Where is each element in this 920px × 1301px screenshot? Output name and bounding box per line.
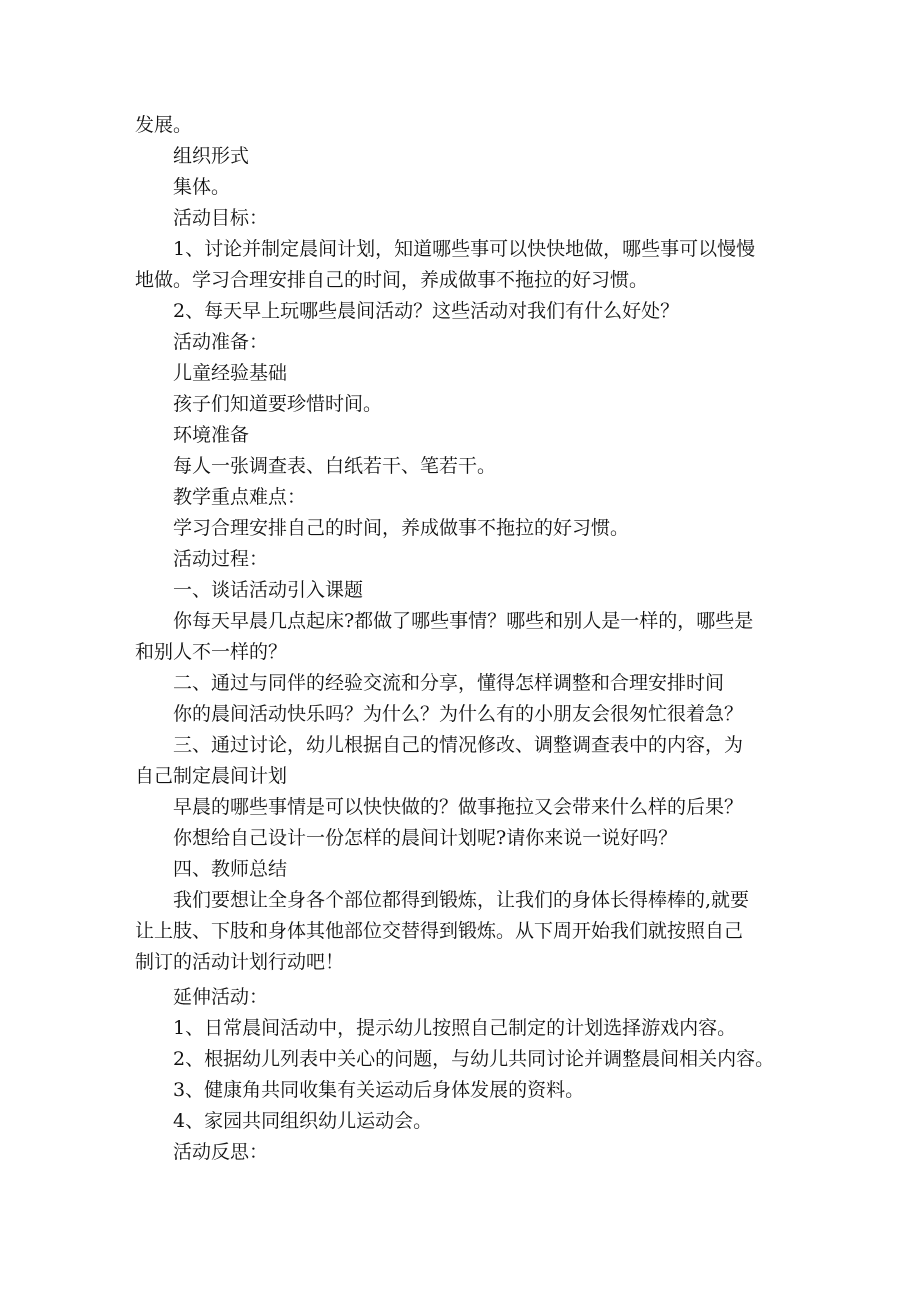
text-line: 每人一张调查表、白纸若干、笔若干。 bbox=[173, 455, 497, 477]
text-line: 你的晨间活动快乐吗？为什么？为什么有的小朋友会很匆忙很着急？ bbox=[173, 703, 744, 725]
text-line: 发展。 bbox=[135, 114, 193, 136]
text-line: 4、家园共同组织幼儿运动会。 bbox=[173, 1110, 433, 1132]
text-line: 学习合理安排自己的时间，养成做事不拖拉的好习惯。 bbox=[173, 517, 630, 539]
section-heading: 延伸活动： bbox=[173, 986, 269, 1008]
text-line: 我们要想让全身各个部位都得到锻炼，让我们的身体长得棒棒的,就要 bbox=[173, 889, 750, 911]
text-line: 早晨的哪些事情是可以快快做的？做事拖拉又会带来什么样的后果？ bbox=[173, 796, 744, 818]
section-heading: 一、谈话活动引入课题 bbox=[173, 579, 364, 601]
text-line: 集体。 bbox=[173, 176, 231, 198]
section-heading: 教学重点难点： bbox=[173, 486, 307, 508]
text-line: 地做。学习合理安排自己的时间，养成做事不拖拉的好习惯。 bbox=[135, 269, 649, 291]
text-line: 你每天早晨几点起床?都做了哪些事情？哪些和别人是一样的，哪些是 bbox=[173, 610, 754, 632]
text-line: 2、每天早上玩哪些晨间活动？这些活动对我们有什么好处？ bbox=[173, 300, 680, 322]
section-heading: 环境准备 bbox=[173, 424, 250, 446]
text-line: 让上肢、下肢和身体其他部位交替得到锻炼。从下周开始我们就按照自己 bbox=[135, 920, 744, 942]
text-line: 孩子们知道要珍惜时间。 bbox=[173, 393, 383, 415]
section-heading: 儿童经验基础 bbox=[173, 362, 288, 384]
section-heading: 活动过程： bbox=[173, 548, 269, 570]
text-line: 自己制定晨间计划 bbox=[135, 765, 288, 787]
text-line: 制订的活动计划行动吧！ bbox=[135, 951, 345, 973]
text-line: 3、健康角共同收集有关运动后身体发展的资料。 bbox=[173, 1079, 585, 1101]
section-heading: 活动准备： bbox=[173, 331, 269, 353]
section-heading: 三、通过讨论，幼儿根据自己的情况修改、调整调查表中的内容，为 bbox=[173, 734, 744, 756]
text-line: 你想给自己设计一份怎样的晨间计划呢?请你来说一说好吗？ bbox=[173, 827, 678, 849]
text-line: 2、根据幼儿列表中关心的问题，与幼儿共同讨论并调整晨间相关内容。 bbox=[173, 1048, 775, 1070]
section-heading: 活动目标： bbox=[173, 207, 269, 229]
document-body bbox=[135, 110, 825, 1168]
section-heading: 二、通过与同伴的经验交流和分享，懂得怎样调整和合理安排时间 bbox=[173, 672, 725, 694]
text-line: 1、日常晨间活动中，提示幼儿按照自己制定的计划选择游戏内容。 bbox=[173, 1017, 737, 1039]
section-heading: 四、教师总结 bbox=[173, 858, 288, 880]
section-heading: 活动反思： bbox=[173, 1141, 269, 1163]
text-line: 和别人不一样的？ bbox=[135, 641, 288, 663]
section-heading: 组织形式 bbox=[173, 145, 250, 167]
text-line: 1、讨论并制定晨间计划，知道哪些事可以快快地做，哪些事可以慢慢 bbox=[173, 238, 756, 260]
